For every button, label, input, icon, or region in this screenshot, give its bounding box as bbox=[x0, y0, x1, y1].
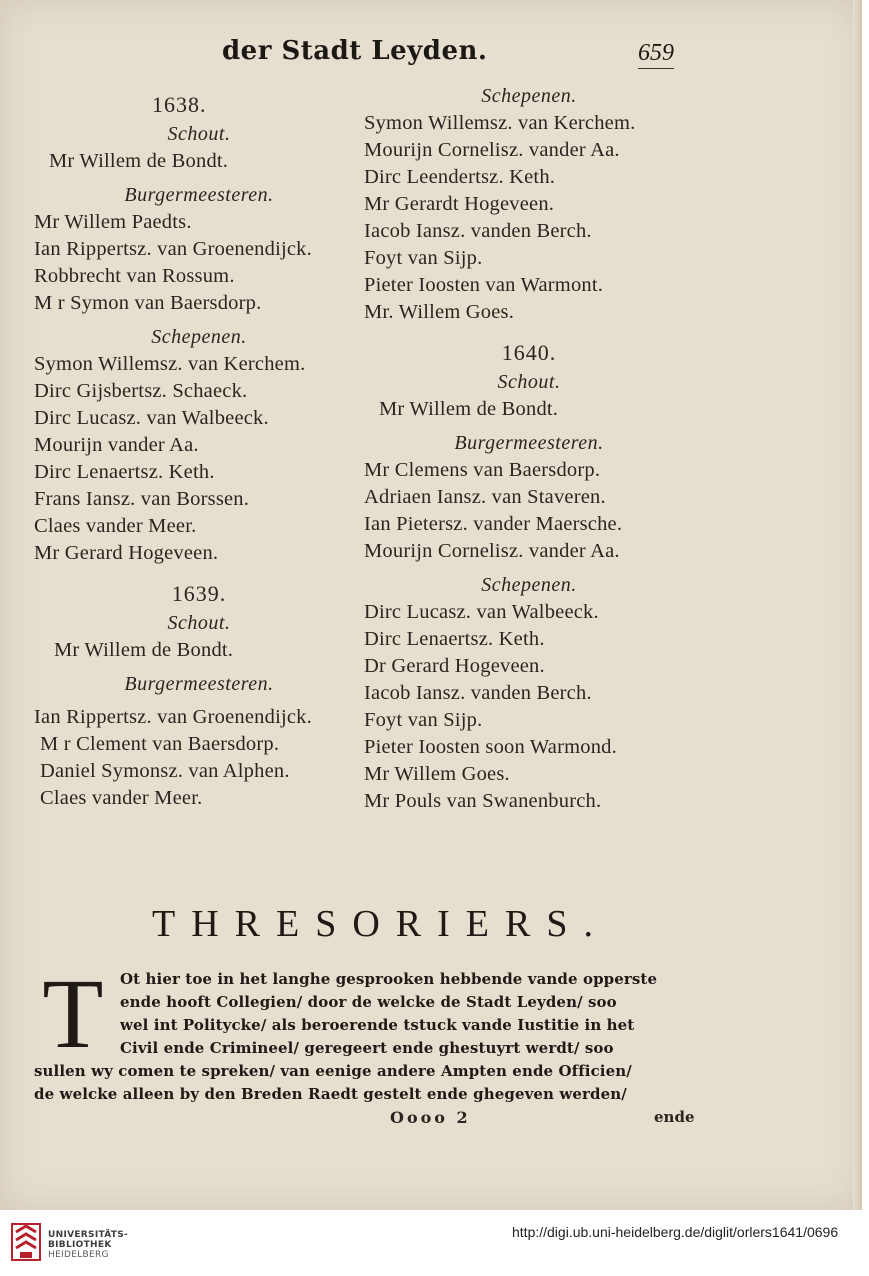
burgermeester-entry: Ian Rippertsz. van Groenendijck. bbox=[34, 238, 312, 260]
schepen-entry: Dirc Lucasz. van Walbeeck. bbox=[364, 601, 599, 623]
schepen-entry: Dirc Lucasz. van Walbeeck. bbox=[34, 407, 269, 429]
paragraph-line: Civil ende Crimineel/ geregeert ende ghestuyrt werdt/ soo bbox=[120, 1039, 614, 1057]
schepen-entry: Dr Gerard Hogeveen. bbox=[364, 655, 545, 677]
page-spine-edge bbox=[853, 0, 862, 1210]
schepenen-heading-1640: Schepenen. bbox=[481, 574, 577, 596]
burgermeesteren-heading-1639: Burgermeesteren. bbox=[124, 673, 274, 695]
schepen-entry: Mr Willem Goes. bbox=[364, 763, 510, 785]
right-column bbox=[364, 82, 694, 815]
burgermeester-entry: Ian Rippertsz. van Groenendijck. bbox=[34, 706, 312, 728]
schepen-entry: Mourijn vander Aa. bbox=[34, 434, 199, 456]
schout-1639: Mr Willem de Bondt. bbox=[54, 639, 234, 661]
schepen-entry: Dirc Leendertsz. Keth. bbox=[364, 166, 556, 188]
schepen-entry: Mr Pouls van Swanenburch. bbox=[364, 790, 602, 812]
burgermeester-entry: Ian Pietersz. vander Maersche. bbox=[364, 513, 623, 535]
thresoriers-paragraph bbox=[34, 958, 704, 1106]
burgermeester-entry: Daniel Symonsz. van Alphen. bbox=[40, 760, 290, 782]
paragraph-line: ende hooft Collegien/ door de welcke de Stadt Leyden/ soo bbox=[120, 993, 617, 1011]
schout-1638: Mr Willem de Bondt. bbox=[49, 150, 229, 172]
schepen-entry: Iacob Iansz. vanden Berch. bbox=[364, 220, 592, 242]
schepen-entry: Claes vander Meer. bbox=[34, 515, 197, 537]
burgermeester-entry: Mr Clemens van Baersdorp. bbox=[364, 459, 601, 481]
schepen-entry: Foyt van Sijp. bbox=[364, 247, 483, 269]
thresoriers-heading: THRESORIERS. bbox=[152, 903, 609, 945]
schepen-entry: Pieter Ioosten van Warmont. bbox=[364, 274, 604, 296]
page-number: 659 bbox=[638, 40, 674, 69]
burgermeesteren-heading-1640: Burgermeesteren. bbox=[454, 432, 604, 454]
burgermeesteren-heading-1638: Burgermeesteren. bbox=[124, 184, 274, 206]
schout-heading-1638: Schout. bbox=[167, 123, 231, 145]
schepen-entry: Iacob Iansz. vanden Berch. bbox=[364, 682, 592, 704]
year-1640: 1640. bbox=[501, 340, 557, 365]
logo-line: HEIDELBERG bbox=[48, 1250, 109, 1260]
burgermeester-entry: Claes vander Meer. bbox=[40, 787, 203, 809]
catchword: ende bbox=[654, 1108, 695, 1126]
schout-1640: Mr Willem de Bondt. bbox=[379, 398, 559, 420]
schepen-entry: Foyt van Sijp. bbox=[364, 709, 483, 731]
schepen-entry: Mr Gerard Hogeveen. bbox=[34, 542, 219, 564]
schepen-entry: Dirc Gijsbertsz. Schaeck. bbox=[34, 380, 248, 402]
schepen-entry: Mourijn Cornelisz. vander Aa. bbox=[364, 139, 620, 161]
schepenen-heading-1638: Schepenen. bbox=[151, 326, 247, 348]
schepen-entry: Mr Gerardt Hogeveen. bbox=[364, 193, 555, 215]
year-1639: 1639. bbox=[171, 581, 227, 606]
viewer-footer bbox=[0, 1210, 869, 1276]
paragraph-line: Ot hier toe in het langhe gesprooken hebbende vande opperste bbox=[120, 970, 658, 988]
schepen-entry: Pieter Ioosten soon Warmond. bbox=[364, 736, 617, 758]
schepen-entry: Frans Iansz. van Borssen. bbox=[34, 488, 250, 510]
schepenen-heading-1639: Schepenen. bbox=[481, 85, 577, 107]
drop-cap-initial: T bbox=[42, 958, 104, 1069]
paragraph-line: wel int Politycke/ als beroerende tstuck vande Iustitie in het bbox=[120, 1016, 635, 1034]
logo-line: BIBLIOTHEK bbox=[48, 1240, 112, 1250]
year-1638: 1638. bbox=[152, 92, 207, 117]
burgermeester-entry: Mr Willem Paedts. bbox=[34, 211, 192, 233]
schepen-entry: Symon Willemsz. van Kerchem. bbox=[34, 353, 306, 375]
schepen-entry: Dirc Lenaertsz. Keth. bbox=[364, 628, 545, 650]
burgermeester-entry: Mourijn Cornelisz. vander Aa. bbox=[364, 540, 620, 562]
left-column bbox=[34, 90, 364, 812]
schepen-entry: Mr. Willem Goes. bbox=[364, 301, 515, 323]
paragraph-line: de welcke alleen by den Breden Raedt gestelt ende ghegeven werden/ bbox=[34, 1085, 627, 1103]
logo-line: UNIVERSITÄTS- bbox=[48, 1230, 129, 1240]
university-logo-icon bbox=[10, 1222, 42, 1262]
schout-heading-1639: Schout. bbox=[167, 612, 231, 634]
paragraph-line: sullen wy comen te spreken/ van eenige andere Ampten ende Officien/ bbox=[34, 1062, 632, 1080]
source-url-link[interactable]: http://digi.ub.uni-heidelberg.de/diglit/orlers1641/0696 bbox=[512, 1224, 839, 1240]
burgermeester-entry: Robbrecht van Rossum. bbox=[34, 265, 235, 287]
burgermeester-entry: Adriaen Iansz. van Staveren. bbox=[364, 486, 606, 508]
university-logo-text bbox=[48, 1230, 128, 1260]
burgermeester-entry: M r Clement van Baersdorp. bbox=[40, 733, 280, 755]
signature-mark: Oooo 2 bbox=[390, 1108, 471, 1127]
schout-heading-1640: Schout. bbox=[497, 371, 561, 393]
running-title: der Stadt Leyden. bbox=[222, 36, 488, 66]
burgermeester-entry: M r Symon van Baersdorp. bbox=[34, 292, 262, 314]
schepen-entry: Dirc Lenaertsz. Keth. bbox=[34, 461, 215, 483]
schepen-entry: Symon Willemsz. van Kerchem. bbox=[364, 112, 636, 134]
